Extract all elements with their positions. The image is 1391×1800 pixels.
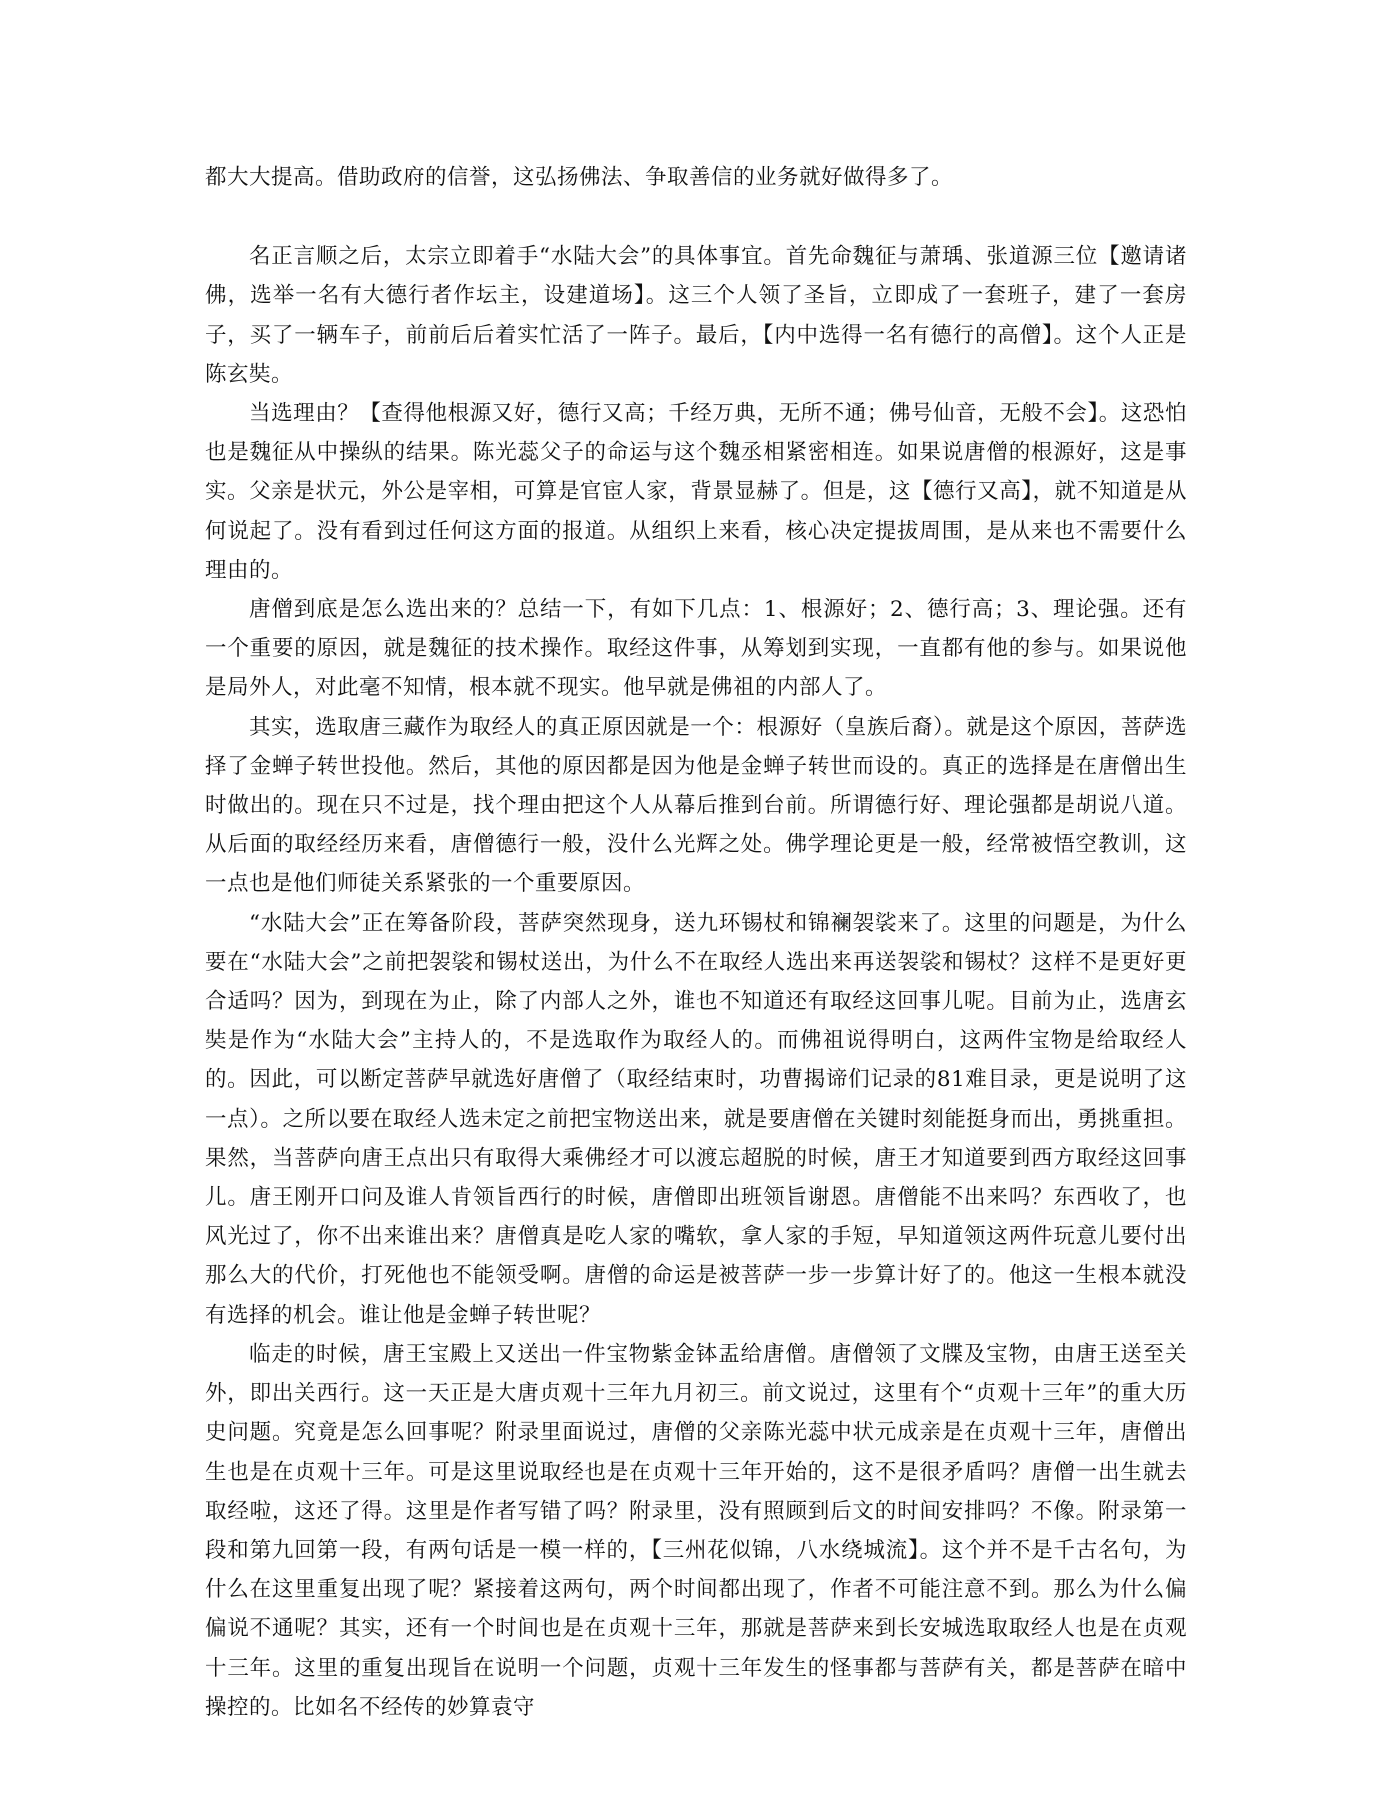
paragraph-1: 都大大提高。借助政府的信誉，这弘扬佛法、争取善信的业务就好做得多了。 [205, 165, 954, 190]
document-body [205, 158, 1187, 1727]
paragraph-2: 名正言顺之后，太宗立即着手“水陆大会”的具体事宜。首先命魏征与萧瑀、张道源三位【邀请诸佛，选举一名有大德行者作坛主，设建道场】。这三个人领了圣旨，立即成了一套班子，建了一套房子，买了一辆车子，前前后后着实忙活了一阵子。最后，【内中选得一名有德行的高僧】。这个人正是陈玄奘。 [205, 244, 1187, 387]
paragraph-3: 当选理由？【查得他根源又好，德行又高；千经万典，无所不通；佛号仙音，无般不会】。这恐怕也是魏征从中操纵的结果。陈光蕊父子的命运与这个魏丞相紧密相连。如果说唐僧的根源好，这是事实。父亲是状元，外公是宰相，可算是官宦人家，背景显赫了。但是，这【德行又高】，就不知道是从何说起了。没有看到过任何这方面的报道。从组织上来看，核心决定提拔周围，是从来也不需要什么理由的。 [205, 401, 1187, 583]
paragraph-5: 其实，选取唐三藏作为取经人的真正原因就是一个：根源好（皇族后裔）。就是这个原因，菩萨选择了金蝉子转世投他。然后，其他的原因都是因为他是金蝉子转世而设的。真正的选择是在唐僧出生时做出的。现在只不过是，找个理由把这个人从幕后推到台前。所谓德行好、理论强都是胡说八道。从后面的取经经历来看，唐僧德行一般，没什么光辉之处。佛学理论更是一般，经常被悟空教训，这一点也是他们师徒关系紧张的一个重要原因。 [205, 714, 1187, 897]
paragraph-7: 临走的时候，唐王宝殿上又送出一件宝物紫金钵盂给唐僧。唐僧领了文牒及宝物，由唐王送至关外，即出关西行。这一天正是大唐贞观十三年九月初三。前文说过，这里有个“贞观十三年”的重大历史问题。究竟是怎么回事呢？附录里面说过，唐僧的父亲陈光蕊中状元成亲是在贞观十三年，唐僧出生也是在贞观十三年。可是这里说取经也是在贞观十三年开始的，这不是很矛盾吗？唐僧一出生就去取经啦，这还了得。这里是作者写错了吗？附录里，没有照顾到后文的时间安排吗？不像。附录第一段和第九回第一段，有两句话是一模一样的，【三州花似锦，八水绕城流】。这个并不是千古名句，为什么在这里重复出现了呢？紧接着这两句，两个时间都出现了，作者不可能注意不到。那么为什么偏偏说不通呢？其实，还有一个时间也是在贞观十三年，那就是菩萨来到长安城选取取经人也是在贞观十三年。这里的重复出现旨在说明一个问题，贞观十三年发生的怪事都与菩萨有关，都是菩萨在暗中操控的。比如名不经传的妙算袁守 [205, 1341, 1187, 1720]
paragraph-4: 唐僧到底是怎么选出来的？总结一下，有如下几点：1、根源好；2、德行高；3、理论强。还有一个重要的原因，就是魏征的技术操作。取经这件事，从筹划到实现，一直都有他的参与。如果说他是局外人，对此毫不知情，根本就不现实。他早就是佛祖的内部人了。 [205, 597, 1187, 701]
paragraph-gap [205, 197, 1187, 237]
paragraph-6: “水陆大会”正在筹备阶段，菩萨突然现身，送九环锡杖和锦襕袈裟来了。这里的问题是，为什么要在“水陆大会”之前把袈裟和锡杖送出，为什么不在取经人选出来再送袈裟和锡杖？这样不是更好更合适吗？因为，到现在为止，除了内部人之外，谁也不知道还有取经这回事儿呢。目前为止，选唐玄奘是作为“水陆大会”主持人的，不是选取作为取经人的。而佛祖说得明白，这两件宝物是给取经人的。因此，可以断定菩萨早就选好唐僧了（取经结束时，功曹揭谛们记录的81难目录，更是说明了这一点）。之所以要在取经人选未定之前把宝物送出来，就是要唐僧在关键时刻能挺身而出，勇挑重担。果然，当菩萨向唐王点出只有取得大乘佛经才可以渡忘超脱的时候，唐王才知道要到西方取经这回事儿。唐王刚开口问及谁人肯领旨西行的时候，唐僧即出班领旨谢恩。唐僧能不出来吗？东西收了，也风光过了，你不出来谁出来？唐僧真是吃人家的嘴软，拿人家的手短，早知道领这两件玩意儿要付出那么大的代价，打死他也不能领受啊。唐僧的命运是被菩萨一步一步算计好了的。他这一生根本就没有选择的机会。谁让他是金蝉子转世呢？ [205, 910, 1187, 1328]
